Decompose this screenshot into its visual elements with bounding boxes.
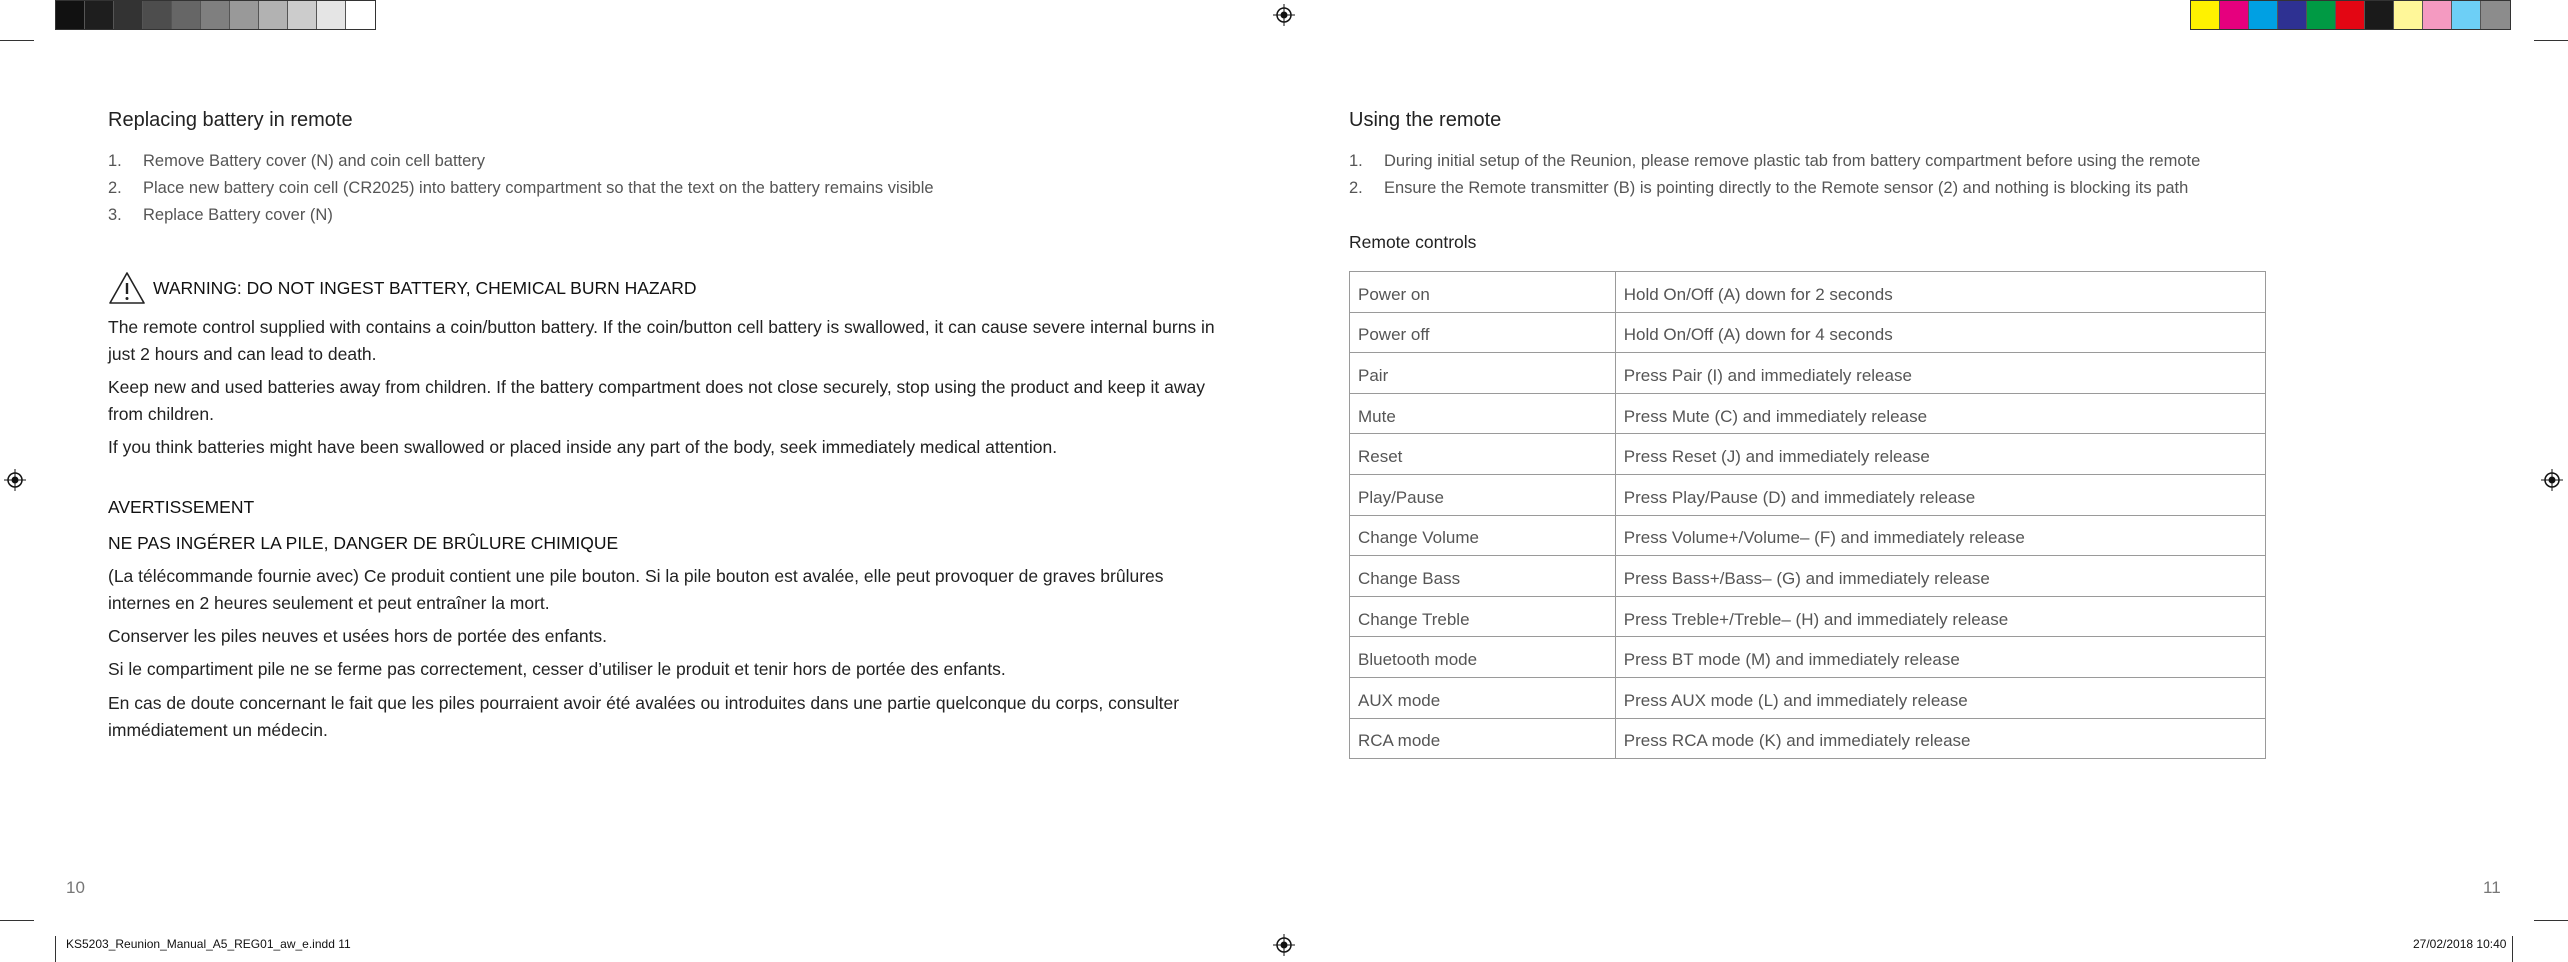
avertissement-paragraph: (La télécommande fournie avec) Ce produit contient une pile bouton. Si la pile bouton est avalée, elle peut provoquer de graves brûlures internes en 2 heures seulement et peut entraîner la mort. [108,566,1164,613]
table-row [1350,677,2266,718]
color-swatch [114,1,143,29]
crop-mark [0,40,34,41]
table-row [1350,272,2266,313]
color-swatch [2278,1,2307,29]
step-number: 2. [1349,179,1363,197]
warning-title: WARNING: DO NOT INGEST BATTERY, CHEMICAL BURN HAZARD [153,278,697,298]
step-text: Place new battery coin cell (CR2025) into battery compartment so that the text on the battery remains visible [143,179,934,197]
crop-mark [2534,920,2568,921]
color-swatch [2191,1,2220,29]
list-item [1349,148,2200,175]
remote-controls-table [1349,271,2266,759]
control-action-cell: Power off [1350,312,1616,353]
control-instruction-cell: Press BT mode (M) and immediately release [1615,637,2265,678]
table-row [1350,474,2266,515]
crop-mark [55,936,56,962]
control-instruction-cell: Press RCA mode (K) and immediately release [1615,718,2265,759]
list-item [1349,175,2200,202]
step-text: During initial setup of the Reunion, please remove plastic tab from battery compartment before using the remote [1384,152,2201,170]
battery-section-heading: Replacing battery in remote [108,109,353,131]
control-action-cell: AUX mode [1350,677,1616,718]
page-number-right: 11 [2483,878,2501,897]
control-instruction-cell: Press Bass+/Bass– (G) and immediately release [1615,556,2265,597]
color-swatch [317,1,346,29]
remote-section-heading: Using the remote [1349,109,1502,131]
control-instruction-cell: Hold On/Off (A) down for 2 seconds [1615,272,2265,313]
table-row [1350,515,2266,556]
grayscale-color-bar [55,0,376,30]
color-swatch [201,1,230,29]
table-row [1350,556,2266,597]
process-color-bar [2190,0,2511,30]
avertissement-paragraph: Si le compartiment pile ne se ferme pas correctement, cesser d’utiliser le produit et tenir hors de portée des enfants. [108,659,1006,679]
page-number-left: 10 [66,878,85,897]
warning-paragraph: The remote control supplied with contains a coin/button battery. If the coin/button cell battery is swallowed, it can cause severe internal burns in just 2 hours and can lead to death. [108,317,1215,364]
color-swatch [288,1,317,29]
list-item [108,202,934,229]
color-swatch [2452,1,2481,29]
warning-paragraph: Keep new and used batteries away from children. If the battery compartment does not close securely, stop using the product and keep it away from children. [108,377,1205,424]
table-row [1350,312,2266,353]
color-swatch [2423,1,2452,29]
control-instruction-cell: Hold On/Off (A) down for 4 seconds [1615,312,2265,353]
step-text: Replace Battery cover (N) [143,206,333,224]
step-number: 1. [108,152,122,170]
slug-filename: KS5203_Reunion_Manual_A5_REG01_aw_e.indd 11 [66,937,351,951]
remote-controls-title: Remote controls [1349,232,1477,252]
avertissement-paragraph: Conserver les piles neuves et usées hors de portée des enfants. [108,626,608,646]
color-swatch [230,1,259,29]
crop-mark [0,920,34,921]
table-row [1350,637,2266,678]
color-swatch [2481,1,2510,29]
control-action-cell: Mute [1350,393,1616,434]
color-swatch [143,1,172,29]
control-action-cell: Play/Pause [1350,474,1616,515]
battery-steps-list [108,148,934,229]
control-action-cell: Change Volume [1350,515,1616,556]
crop-mark [2512,936,2513,962]
step-number: 2. [108,179,122,197]
control-action-cell: Change Bass [1350,556,1616,597]
list-item [108,175,934,202]
color-swatch [172,1,201,29]
control-instruction-cell: Press Mute (C) and immediately release [1615,393,2265,434]
control-action-cell: Bluetooth mode [1350,637,1616,678]
control-instruction-cell: Press Pair (I) and immediately release [1615,353,2265,394]
step-number: 1. [1349,152,1363,170]
color-swatch [2307,1,2336,29]
warning-paragraph: If you think batteries might have been swallowed or placed inside any part of the body, seek immediately medical attention. [108,437,1058,457]
control-instruction-cell: Press Play/Pause (D) and immediately release [1615,474,2265,515]
list-item [108,148,934,175]
slug-datetime: 27/02/2018 10:40 [2413,937,2507,951]
color-swatch [2249,1,2278,29]
registration-mark-icon [1273,934,1295,956]
avertissement-title: AVERTISSEMENT [108,497,255,517]
step-text: Remove Battery cover (N) and coin cell battery [143,152,486,170]
color-swatch [2365,1,2394,29]
table-row [1350,353,2266,394]
avertissement-subtitle: NE PAS INGÉRER LA PILE, DANGER DE BRÛLURE CHIMIQUE [108,533,619,553]
table-row [1350,434,2266,475]
color-swatch [2220,1,2249,29]
control-action-cell: Change Treble [1350,596,1616,637]
control-action-cell: Power on [1350,272,1616,313]
registration-mark-icon [2541,469,2563,491]
step-text: Ensure the Remote transmitter (B) is pointing directly to the Remote sensor (2) and nothing is blocking its path [1384,179,2189,197]
registration-mark-icon [4,469,26,491]
color-swatch [85,1,114,29]
crop-mark [2534,40,2568,41]
registration-mark-icon [1273,4,1295,26]
color-swatch [346,1,375,29]
color-swatch [2394,1,2423,29]
warning-triangle-icon [108,271,146,305]
avertissement-paragraph: En cas de doute concernant le fait que les piles pourraient avoir été avalées ou introduites dans une partie quelconque du corps, consulter immédiatement un médecin. [108,693,1180,740]
color-swatch [56,1,85,29]
table-row [1350,596,2266,637]
control-action-cell: Reset [1350,434,1616,475]
control-instruction-cell: Press Volume+/Volume– (F) and immediately release [1615,515,2265,556]
table-row [1350,393,2266,434]
remote-steps-list [1349,148,2200,202]
control-action-cell: Pair [1350,353,1616,394]
control-action-cell: RCA mode [1350,718,1616,759]
control-instruction-cell: Press Treble+/Treble– (H) and immediately release [1615,596,2265,637]
color-swatch [259,1,288,29]
color-swatch [2336,1,2365,29]
control-instruction-cell: Press Reset (J) and immediately release [1615,434,2265,475]
control-instruction-cell: Press AUX mode (L) and immediately release [1615,677,2265,718]
step-number: 3. [108,206,122,224]
table-row [1350,718,2266,759]
